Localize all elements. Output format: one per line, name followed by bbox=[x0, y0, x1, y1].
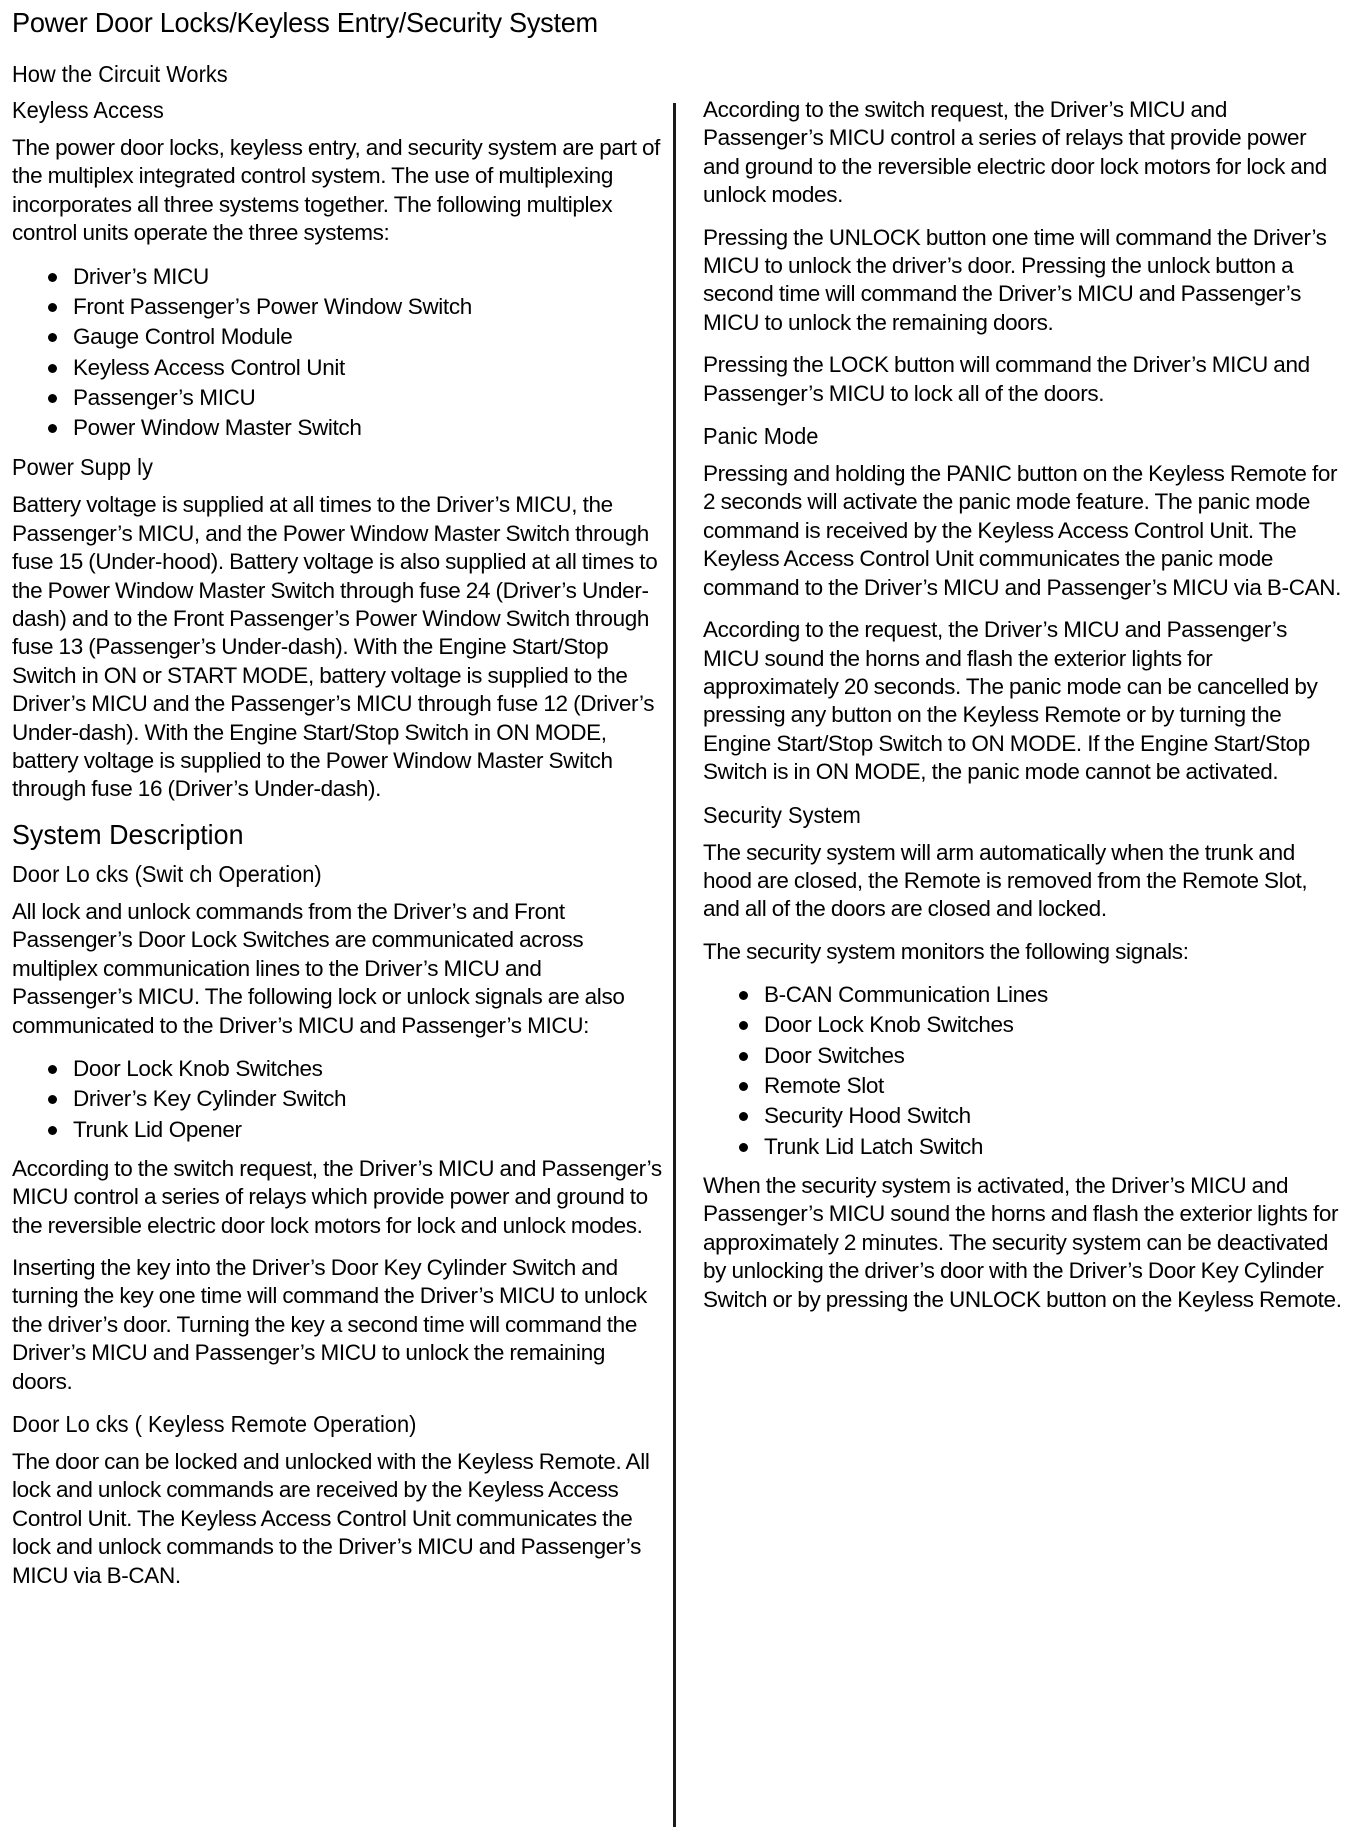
list-item: Gauge Control Module bbox=[48, 322, 662, 352]
bullet-icon bbox=[739, 1143, 748, 1152]
page-title: Power Door Locks/Keyless Entry/Security System bbox=[12, 7, 598, 38]
remote-continued-section bbox=[703, 96, 1348, 408]
remote-unlock-paragraph: Pressing the UNLOCK button one time will command the Driver’s MICU to unlock the driver’s door. Pressing the unlock button a second time will command the Driver’s MICU and Passenger’s MICU to unlock the remaining doors. bbox=[703, 224, 1327, 335]
section-label: How the Circuit Works bbox=[12, 61, 228, 87]
keyless-access-heading: Keyless Access bbox=[12, 97, 164, 123]
power-supply-section bbox=[12, 453, 662, 803]
bullet-icon bbox=[48, 424, 57, 433]
security-system-heading: Security System bbox=[703, 801, 861, 828]
right-column bbox=[703, 96, 1348, 1328]
panic-mode-request-paragraph: According to the request, the Driver’s MICU and Passenger’s MICU sound the horns and flash the exterior lights for approximately 20 seconds. The panic mode can be cancelled by pressing any button on the Keyless Remote or by turning the Engine Start/Stop Switch to ON MODE. If the Engine Start/Stop Switch is in ON MODE, the panic mode cannot be activated. bbox=[703, 617, 1318, 785]
security-signals-list bbox=[703, 980, 1348, 1162]
list-item: Driver’s MICU bbox=[48, 262, 662, 292]
system-description-heading: System Description bbox=[12, 818, 244, 850]
bullet-icon bbox=[739, 1082, 748, 1091]
keyless-access-section bbox=[12, 96, 662, 443]
list-item: Passenger’s MICU bbox=[48, 383, 662, 413]
remote-lock-paragraph: Pressing the LOCK button will command the Driver’s MICU and Passenger’s MICU to lock all of the doors. bbox=[703, 352, 1310, 406]
panic-mode-heading: Panic Mode bbox=[703, 423, 819, 450]
bullet-icon bbox=[48, 333, 57, 342]
door-locks-switch-paragraph: All lock and unlock commands from the Driver’s and Front Passenger’s Door Lock Switches are communicated across multiplex communication lines to the Driver’s MICU and Passenger’s MICU. The following lock or unlock signals are also communicated to the Driver’s MICU and Passenger’s MICU: bbox=[12, 898, 625, 1038]
door-locks-switch-section bbox=[12, 860, 662, 1396]
control-units-list bbox=[12, 262, 662, 444]
list-item: Trunk Lid Opener bbox=[48, 1115, 662, 1145]
door-locks-relays-paragraph: According to the switch request, the Driver’s MICU and Passenger’s MICU control a series of relays which provide power and ground to the reversible electric door lock motors for lock and unlock modes. bbox=[12, 1155, 662, 1238]
bullet-icon bbox=[739, 991, 748, 1000]
bullet-icon bbox=[48, 394, 57, 403]
panic-mode-section bbox=[703, 422, 1348, 786]
security-arm-paragraph: The security system will arm automatically when the trunk and hood are closed, the Remote is removed from the Remote Slot, and all of the doors are closed and locked. bbox=[703, 839, 1308, 922]
power-supply-paragraph: Battery voltage is supplied at all times to the Driver’s MICU, the Passenger’s MICU, and the Power Window Master Switch through fuse 15 (Under-hood). Battery voltage is also supplied at all times to the Power Window Master Switch through fuse 24 (Driver’s Under-dash) and to the Front Passenger’s Power Window Switch through fuse 13 (Passenger’s Under-dash). With the Engine Start/Stop Switch in ON or START MODE, battery voltage is supplied to the Driver’s MICU and the Passenger’s MICU through fuse 12 (Driver’s Under-dash). With the Engine Start/Stop Switch in ON MODE, battery voltage is supplied to the Power Window Master Switch through fuse 16 (Driver’s Under-dash). bbox=[12, 492, 658, 802]
bullet-icon bbox=[48, 1126, 57, 1135]
lock-signals-list bbox=[12, 1054, 662, 1145]
list-item: Door Switches bbox=[739, 1041, 1348, 1071]
bullet-icon bbox=[48, 303, 57, 312]
security-system-section bbox=[703, 801, 1348, 1314]
bullet-icon bbox=[739, 1052, 748, 1061]
list-item: Door Lock Knob Switches bbox=[739, 1010, 1348, 1040]
bullet-icon bbox=[48, 273, 57, 282]
bullet-icon bbox=[739, 1112, 748, 1121]
security-monitors-paragraph: The security system monitors the following signals: bbox=[703, 938, 1189, 964]
list-item: Door Lock Knob Switches bbox=[48, 1054, 662, 1084]
door-locks-remote-section bbox=[12, 1410, 662, 1590]
door-locks-remote-paragraph: The door can be locked and unlocked with the Keyless Remote. All lock and unlock commands are received by the Keyless Access Control Unit. The Keyless Access Control Unit communicates the lock and unlock commands to the Driver’s MICU and Passenger’s MICU via B-CAN. bbox=[12, 1449, 650, 1588]
door-locks-switch-heading: Door Lo cks (Swit ch Operation) bbox=[12, 860, 322, 887]
list-item: Remote Slot bbox=[739, 1071, 1348, 1101]
bullet-icon bbox=[48, 364, 57, 373]
list-item: Power Window Master Switch bbox=[48, 413, 662, 443]
column-divider bbox=[673, 103, 676, 1827]
list-item: B-CAN Communication Lines bbox=[739, 980, 1348, 1010]
remote-relays-paragraph: According to the switch request, the Driver’s MICU and Passenger’s MICU control a series of relays that provide power and ground to the reversible electric door lock motors for lock and unlock modes. bbox=[703, 97, 1327, 208]
keyless-access-paragraph: The power door locks, keyless entry, and security system are part of the multiplex integrated control system. The use of multiplexing incorporates all three systems together. The following multiplex control units operate the three systems: bbox=[12, 135, 661, 246]
bullet-icon bbox=[48, 1095, 57, 1104]
security-activated-paragraph: When the security system is activated, the Driver’s MICU and Passenger’s MICU sound the horns and flash the exterior lights for approximately 2 minutes. The security system can be deactivated by unlocking the driver’s door with the Driver’s Door Key Cylinder Switch or by pressing the UNLOCK button on the Keyless Remote. bbox=[703, 1172, 1342, 1312]
list-item: Trunk Lid Latch Switch bbox=[739, 1132, 1348, 1162]
bullet-icon bbox=[48, 1065, 57, 1074]
panic-mode-paragraph: Pressing and holding the PANIC button on the Keyless Remote for 2 seconds will activate the panic mode feature. The panic mode command is received by the Keyless Access Control Unit. The Keyless Access Control Unit communicates the panic mode command to the Driver’s MICU and Passenger’s MICU via B-CAN. bbox=[703, 461, 1342, 600]
list-item: Front Passenger’s Power Window Switch bbox=[48, 292, 662, 322]
list-item: Driver’s Key Cylinder Switch bbox=[48, 1084, 662, 1114]
door-locks-remote-heading: Door Lo cks ( Keyless Remote Operation) bbox=[12, 1411, 417, 1438]
door-locks-key-paragraph: Inserting the key into the Driver’s Door Key Cylinder Switch and turning the key one time will command the Driver’s MICU to unlock the driver’s door. Turning the key a second time will command the Driver’s MICU and Passenger’s MICU to unlock the remaining doors. bbox=[12, 1255, 647, 1394]
list-item: Keyless Access Control Unit bbox=[48, 353, 662, 383]
bullet-icon bbox=[739, 1021, 748, 1030]
left-column bbox=[12, 96, 662, 1604]
list-item: Security Hood Switch bbox=[739, 1101, 1348, 1131]
power-supply-heading: Power Supp ly bbox=[12, 454, 153, 481]
